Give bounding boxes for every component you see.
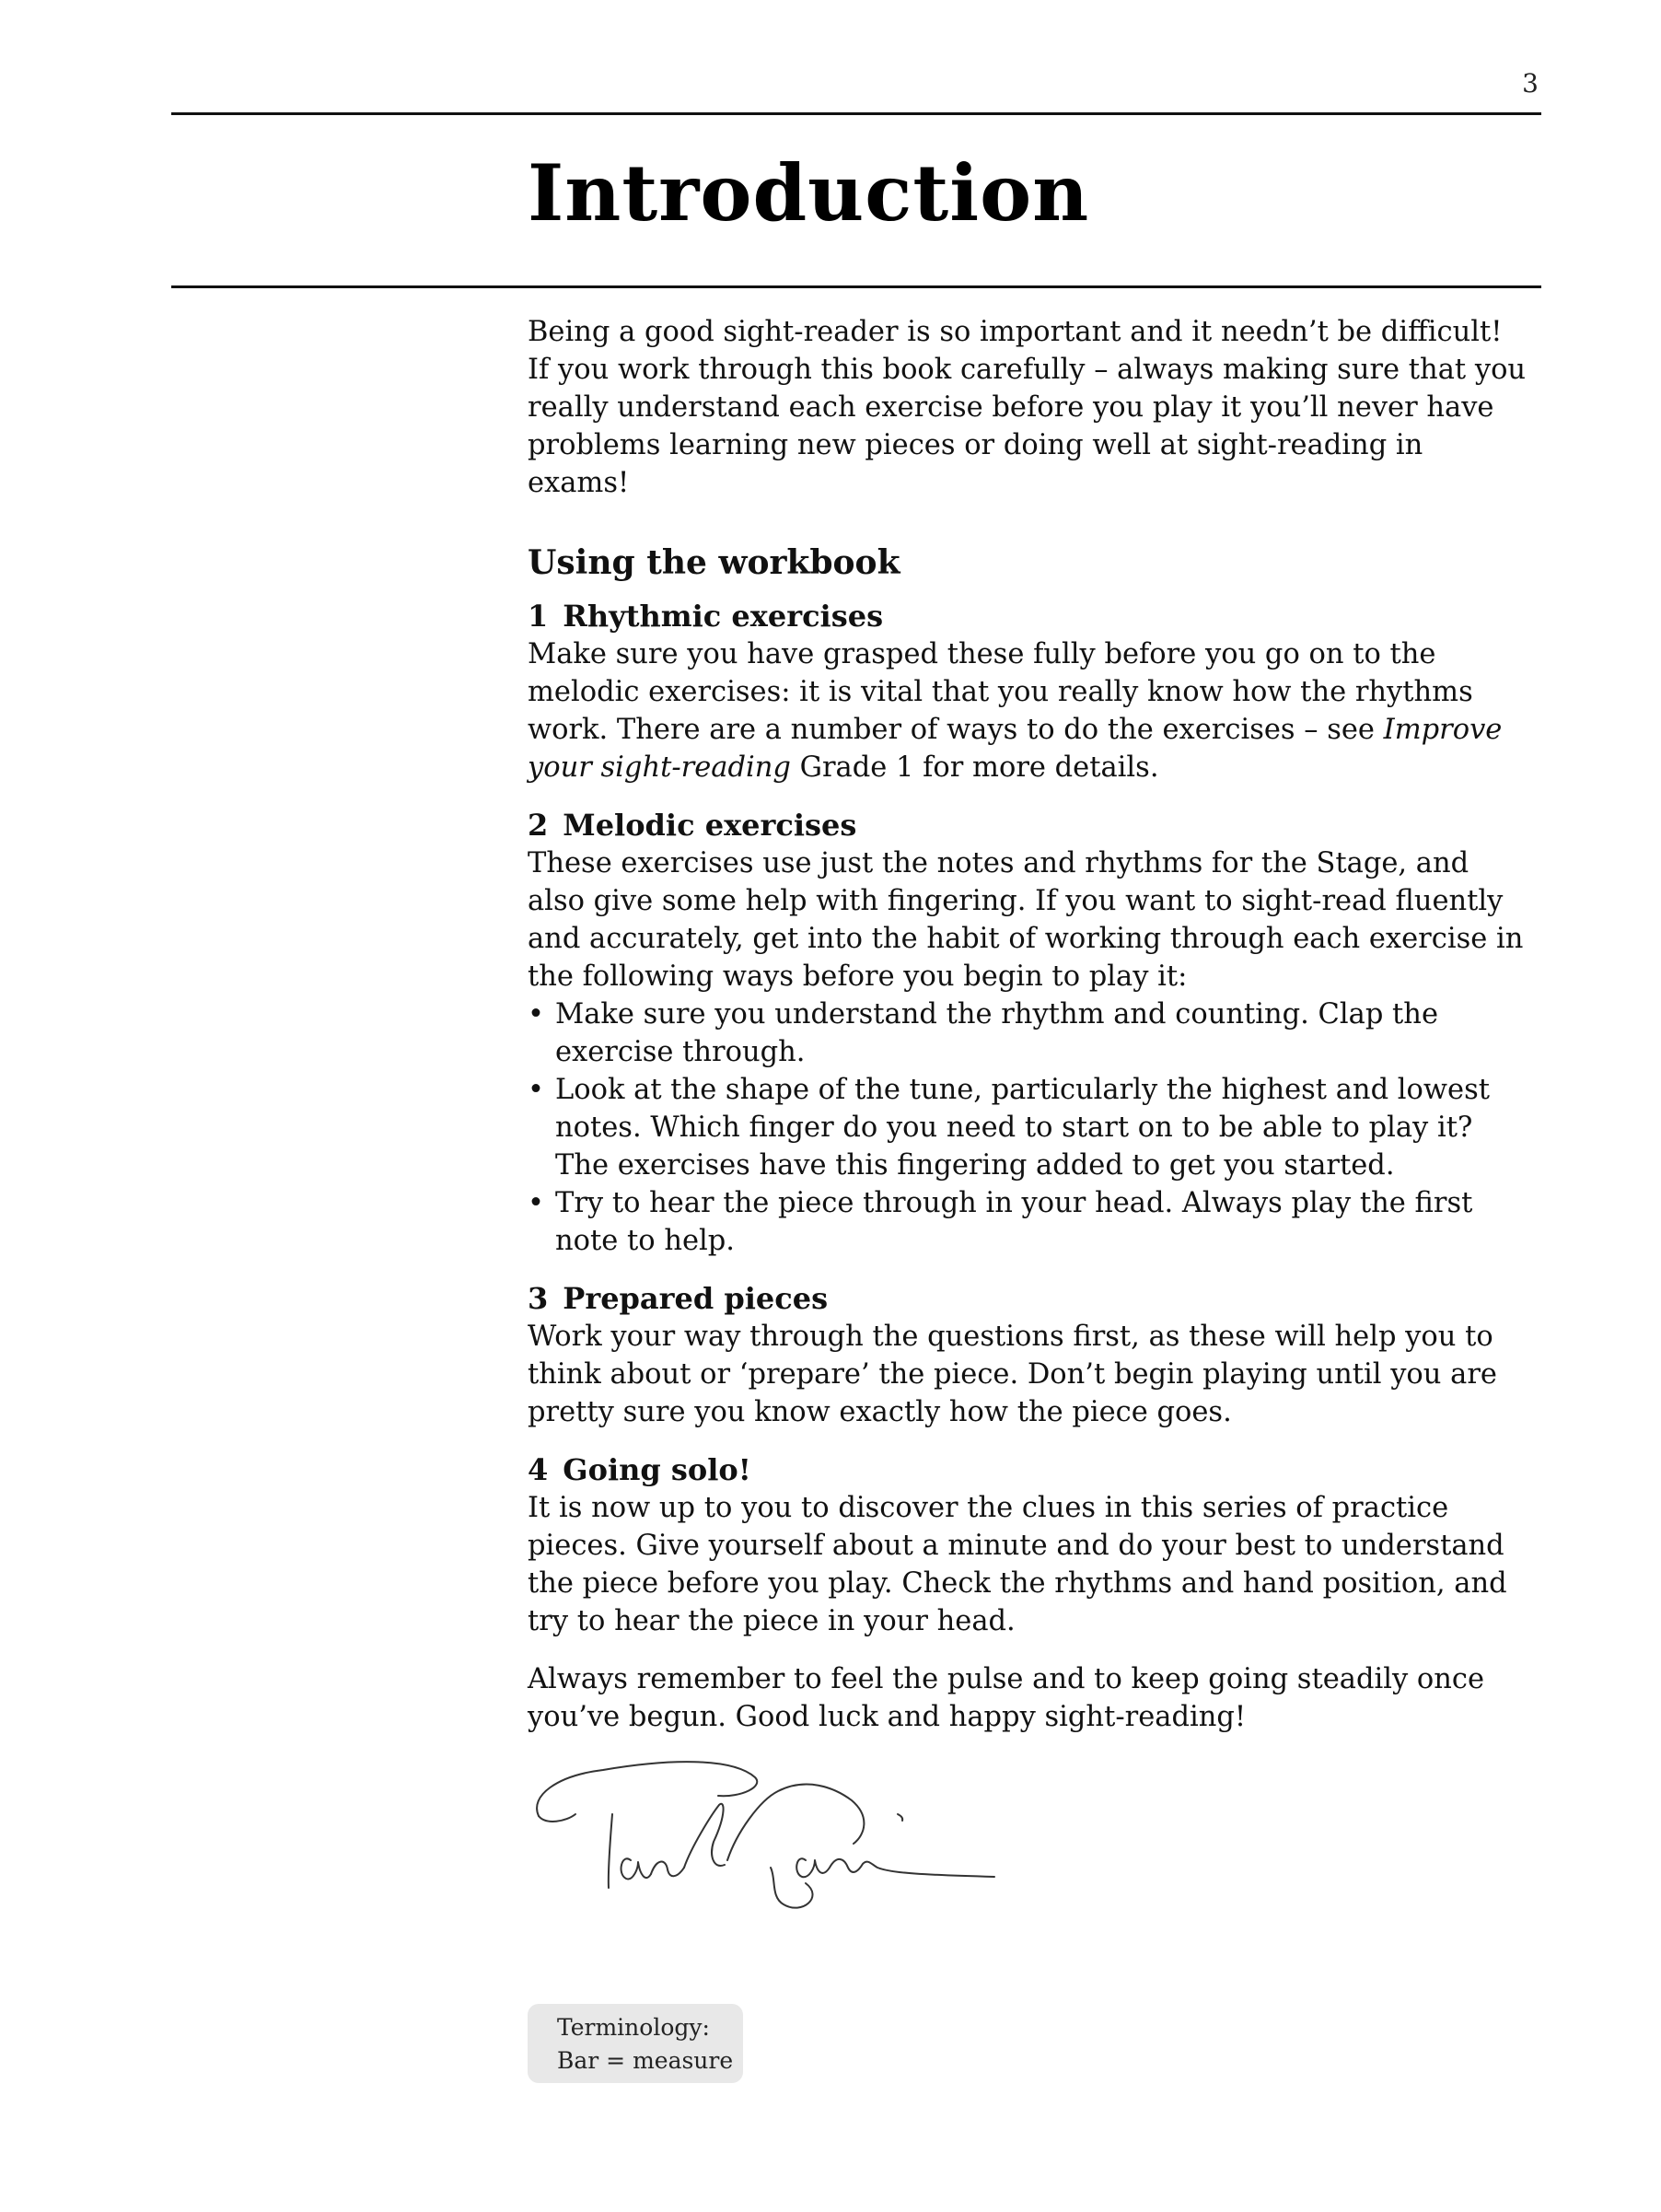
book-title-italic: Improve your sight-reading: [528, 714, 1503, 784]
section-title-text: Prepared pieces: [563, 1281, 829, 1316]
bottom-rule: [171, 285, 1541, 288]
section-number: 3: [528, 1281, 549, 1316]
list-item: [528, 995, 1531, 1071]
list-item: [528, 1184, 1531, 1260]
section-title: [528, 807, 1531, 844]
bullet-icon: •: [528, 998, 544, 1030]
section-title: [528, 1280, 1531, 1318]
signature: [529, 1750, 999, 1925]
section-text-part: Grade 1 for more details.: [790, 751, 1159, 784]
note-line: Bar = measure: [557, 2047, 734, 2074]
bullet-icon: •: [528, 1074, 544, 1106]
section-text-part: Make sure you have grasped these fully before you go on to the melodic exercises: it is vital that you really know how the rhythms work. There are a number of ways to do the exercises – see: [528, 638, 1473, 746]
section-heading: Using the workbook: [528, 543, 900, 582]
page-number: 3: [1522, 68, 1539, 99]
page-title: Introduction: [528, 147, 1090, 239]
section-text: It is now up to you to discover the clues in this series of practice pieces. Give yourself about a minute and do your best to understand the piece before you play. Check the rhythms and hand position, and try to hear the piece in your head.: [528, 1492, 1507, 1637]
section-title: [528, 1451, 1531, 1489]
intro-paragraph: Being a good sight-reader is so important and it needn’t be difficult! If you work through this book carefully – always making sure that you really understand each exercise before you play it you’ll never have problems learning new pieces or doing well at sight-reading in exams!: [528, 316, 1527, 499]
list-item-text: Look at the shape of the tune, particularly the highest and lowest notes. Which finger do you need to start on to be able to play it? The exercises have this fingering added to get you started.: [555, 1074, 1490, 1182]
section-going-solo: [528, 1451, 1531, 1640]
section-prepared-pieces: [528, 1280, 1531, 1431]
section-number: 2: [528, 808, 549, 843]
section-text: [528, 635, 1531, 786]
section-text: Work your way through the questions first, as these will help you to think about or ‘prepare’ the piece. Don’t begin playing until you are pretty sure you know exactly how the piece goes.: [528, 1321, 1497, 1428]
section-melodic-exercises: [528, 807, 1531, 1260]
section-title-text: Rhythmic exercises: [563, 599, 884, 634]
list-item-text: Try to hear the piece through in your head. Always play the first note to help.: [555, 1187, 1473, 1257]
section-number: 1: [528, 599, 549, 634]
terminology-note: [528, 2004, 743, 2083]
list-item: [528, 1071, 1531, 1184]
top-rule: [171, 112, 1541, 115]
section-text: These exercises use just the notes and rhythms for the Stage, and also give some help with fingering. If you want to sight-read fluently and accurately, get into the habit of working through each exercise in the following ways before you begin to play it:: [528, 847, 1524, 993]
note-line: Terminology:: [557, 2014, 710, 2041]
list-item-text: Make sure you understand the rhythm and counting. Clap the exercise through.: [555, 998, 1438, 1068]
section-rhythmic-exercises: [528, 598, 1531, 786]
closing-paragraph: Always remember to feel the pulse and to keep going steadily once you’ve begun. Good luck and happy sight-reading!: [528, 1663, 1485, 1733]
section-title-text: Melodic exercises: [563, 808, 857, 843]
main-content: [528, 313, 1531, 1736]
section-title-text: Going solo!: [563, 1452, 751, 1487]
section-title: [528, 598, 1531, 635]
bullet-list: [528, 995, 1531, 1260]
bullet-icon: •: [528, 1187, 544, 1219]
section-number: 4: [528, 1452, 549, 1487]
